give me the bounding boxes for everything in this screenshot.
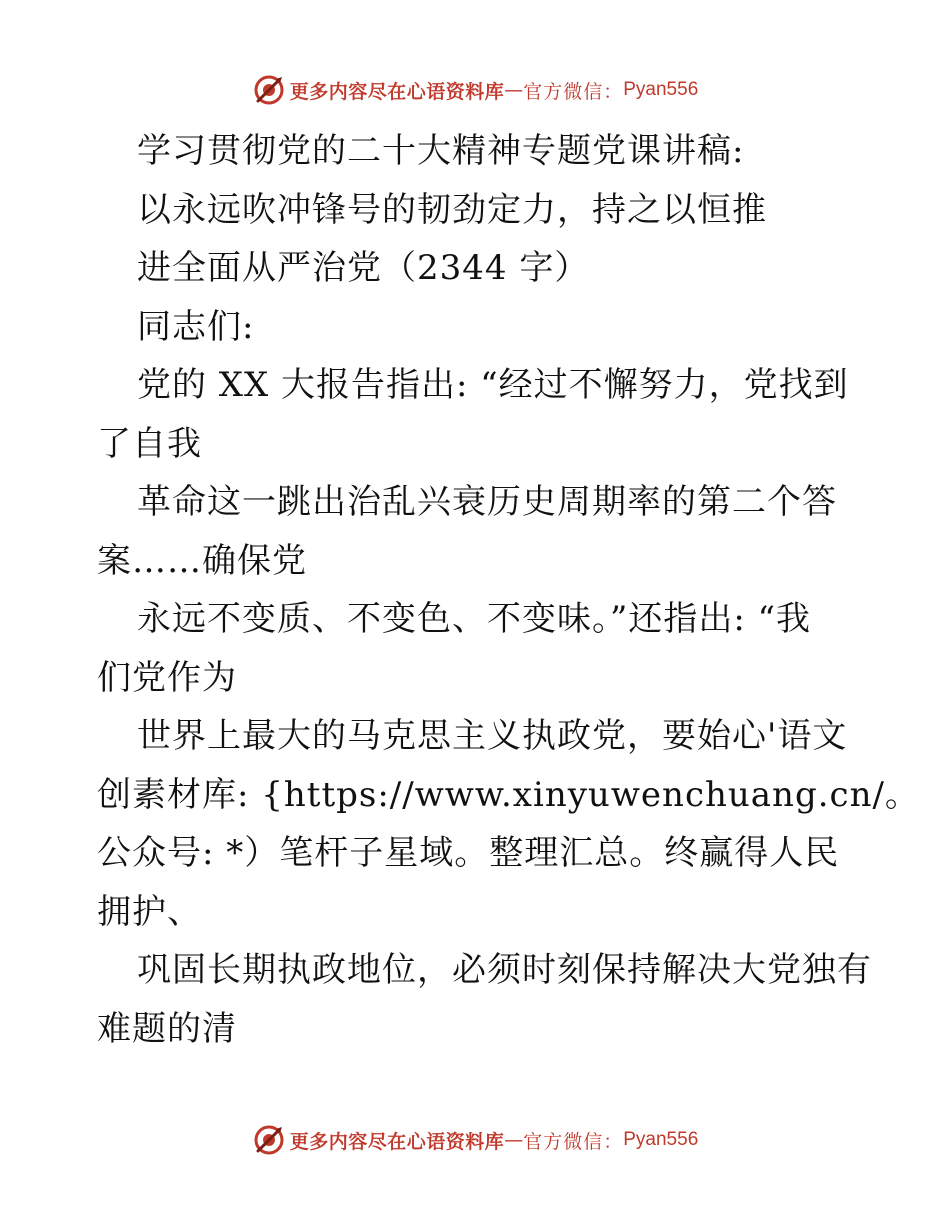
document-body [97,122,920,1058]
banner-separator: — [504,79,524,101]
text-line: 创素材库: {https://www.xinyuwenchuang.cn/。 [97,774,920,815]
text-line: 学习贯彻党的二十大精神专题党课讲稿: [137,131,745,171]
header-banner [0,70,950,110]
banner-title: 更多内容尽在心语资料库 [289,1130,505,1153]
banner-title: 更多内容尽在心语资料库 [289,80,505,103]
brand-logo-icon [252,1123,286,1157]
banner-wechat-id: Pyan556 [623,1129,699,1150]
banner-wechat-label: 官方微信： [523,1130,624,1153]
text-line: 了自我 [97,423,202,464]
text-line: 案……确保党 [97,540,307,581]
banner-separator: — [504,1129,524,1151]
banner-wechat-id: Pyan556 [623,79,699,100]
banner-wechat-label: 官方微信： [523,80,624,103]
brand-logo-icon [252,73,286,107]
text-line: 永远不变质、不变色、不变味。”还指出: “我 [137,599,812,639]
text-line: 们党作为 [97,657,237,698]
text-line: 难题的清 [97,1008,237,1049]
text-line: 拥护、 [97,891,202,932]
text-line: 以永远吹冲锋号的韧劲定力，持之以恒推 [137,189,767,230]
text-line: 同志们: [137,306,255,347]
text-line: 党的 XX 大报告指出: “经过不懈努力，党找到 [137,365,849,405]
text-line: 革命这一跳出治乱兴衰历史周期率的第二个答 [137,482,837,522]
text-line: 巩固长期执政地位，必须时刻保持解决大党独有 [137,950,872,990]
text-line: 世界上最大的马克思主义执政党，要始心'语文 [137,716,848,756]
text-line: 公众号: *）笔杆子星域。整理汇总。终赢得人民 [97,833,840,873]
text-line: 进全面从严治党（2344 字） [137,248,590,288]
footer-banner [0,1120,950,1160]
